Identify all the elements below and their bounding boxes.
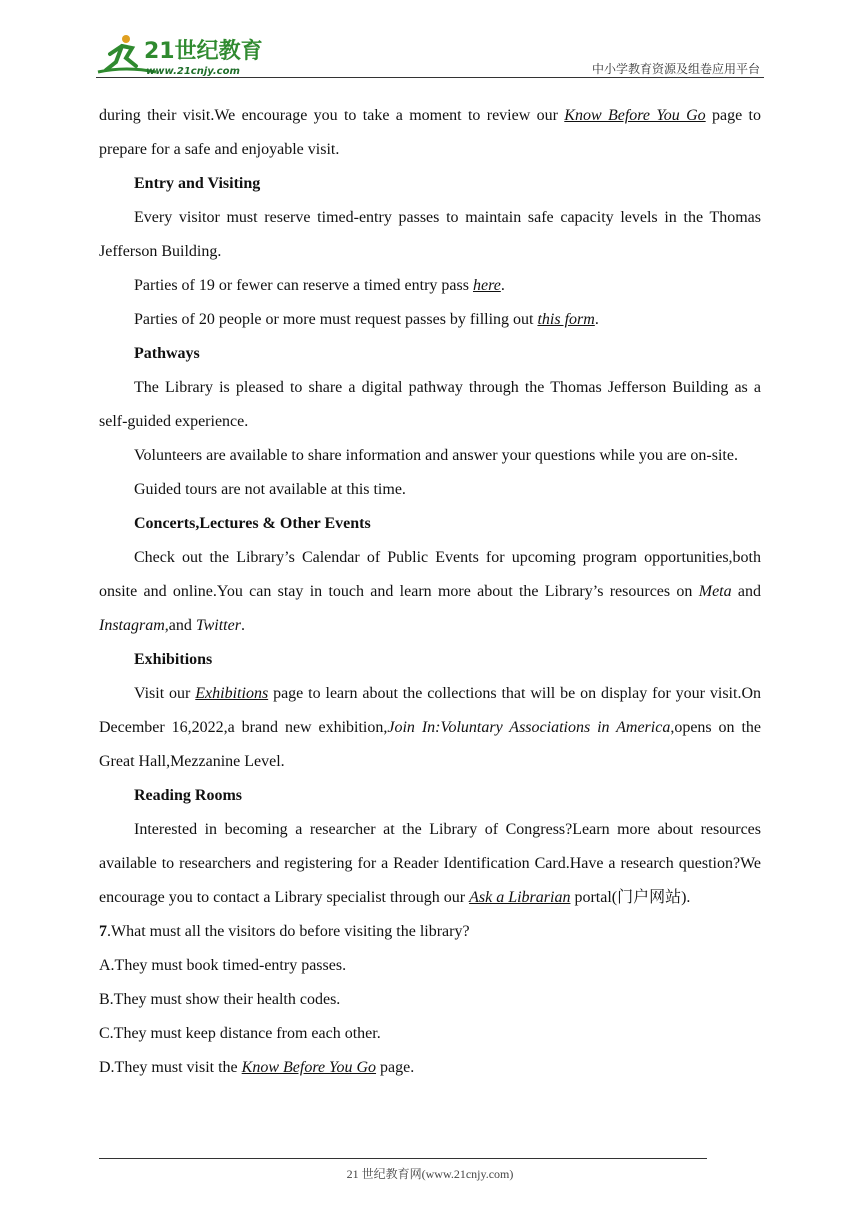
question-stem: 7.What must all the visitors do before visiting the library? [99, 923, 470, 940]
paragraph: Parties of 20 people or more must request passes by filling out this form. [134, 311, 599, 328]
paragraph: during their visit.We encourage you to take a moment to review our Know Before You Go page to prepare for a safe and enjoyable visit. [99, 107, 761, 158]
know-before-you-go-link[interactable]: Know Before You Go [564, 107, 706, 124]
section-heading-pathways: Pathways [134, 345, 200, 362]
logo-text: 21世纪教育 [144, 39, 263, 64]
paragraph: Guided tours are not available at this time. [134, 481, 406, 498]
header-divider [96, 77, 764, 78]
exhibitions-link[interactable]: Exhibitions [195, 685, 269, 702]
option-d: D.They must visit the Know Before You Go page. [99, 1059, 415, 1076]
section-heading-entry: Entry and Visiting [134, 175, 261, 192]
paragraph: Interested in becoming a researcher at the Library of Congress?Learn more about resources available to researchers and registering for a Reader Identification Card.Have a research question?We encourage you to contact a Library specialist through our Ask a Librarian portal(门户网站). [99, 821, 761, 906]
section-heading-reading-rooms: Reading Rooms [134, 787, 243, 804]
footer-divider [99, 1158, 707, 1159]
paragraph: Parties of 19 or fewer can reserve a timed entry pass here. [134, 277, 505, 294]
logo-url: www.21cnjy.com [146, 66, 240, 77]
section-heading-concerts: Concerts,Lectures & Other Events [134, 515, 371, 532]
paragraph: Visit our Exhibitions page to learn about the collections that will be on display for your visit.On December 16,2022,a brand new exhibition,Join In:Voluntary Associations in America,opens on the Great Hall,Mezzanine Level. [99, 685, 762, 770]
page-header [96, 30, 764, 78]
passage-body [99, 99, 761, 1085]
ask-a-librarian-link[interactable]: Ask a Librarian [469, 889, 571, 906]
paragraph: Check out the Library’s Calendar of Public Events for upcoming program opportunities,both onsite and online.You can stay in touch and learn more about the Library’s resources on Meta and Instagram,and Twitter. [99, 549, 762, 634]
paragraph: Volunteers are available to share information and answer your questions while you are on-site. [134, 447, 738, 464]
paragraph: The Library is pleased to share a digital pathway through the Thomas Jefferson Building as a self-guided experience. [99, 379, 761, 430]
option-b: B.They must show their health codes. [99, 991, 341, 1008]
know-before-you-go-link[interactable]: Know Before You Go [241, 1059, 377, 1076]
paragraph: Every visitor must reserve timed-entry passes to maintain safe capacity levels in the Thomas Jefferson Building. [99, 209, 761, 260]
option-a: A.They must book timed-entry passes. [99, 957, 347, 974]
this-form-link[interactable]: this form [537, 311, 595, 328]
section-heading-exhibitions: Exhibitions [134, 651, 213, 668]
question-number: 7 [99, 923, 107, 940]
page-footer: 21 世纪教育网(www.21cnjy.com) [346, 1167, 514, 1181]
option-c: C.They must keep distance from each other. [99, 1025, 381, 1042]
here-link[interactable]: here [472, 277, 501, 294]
header-platform-text: 中小学教育资源及组卷应用平台 [591, 62, 760, 76]
logo-21cnjy [96, 32, 266, 78]
